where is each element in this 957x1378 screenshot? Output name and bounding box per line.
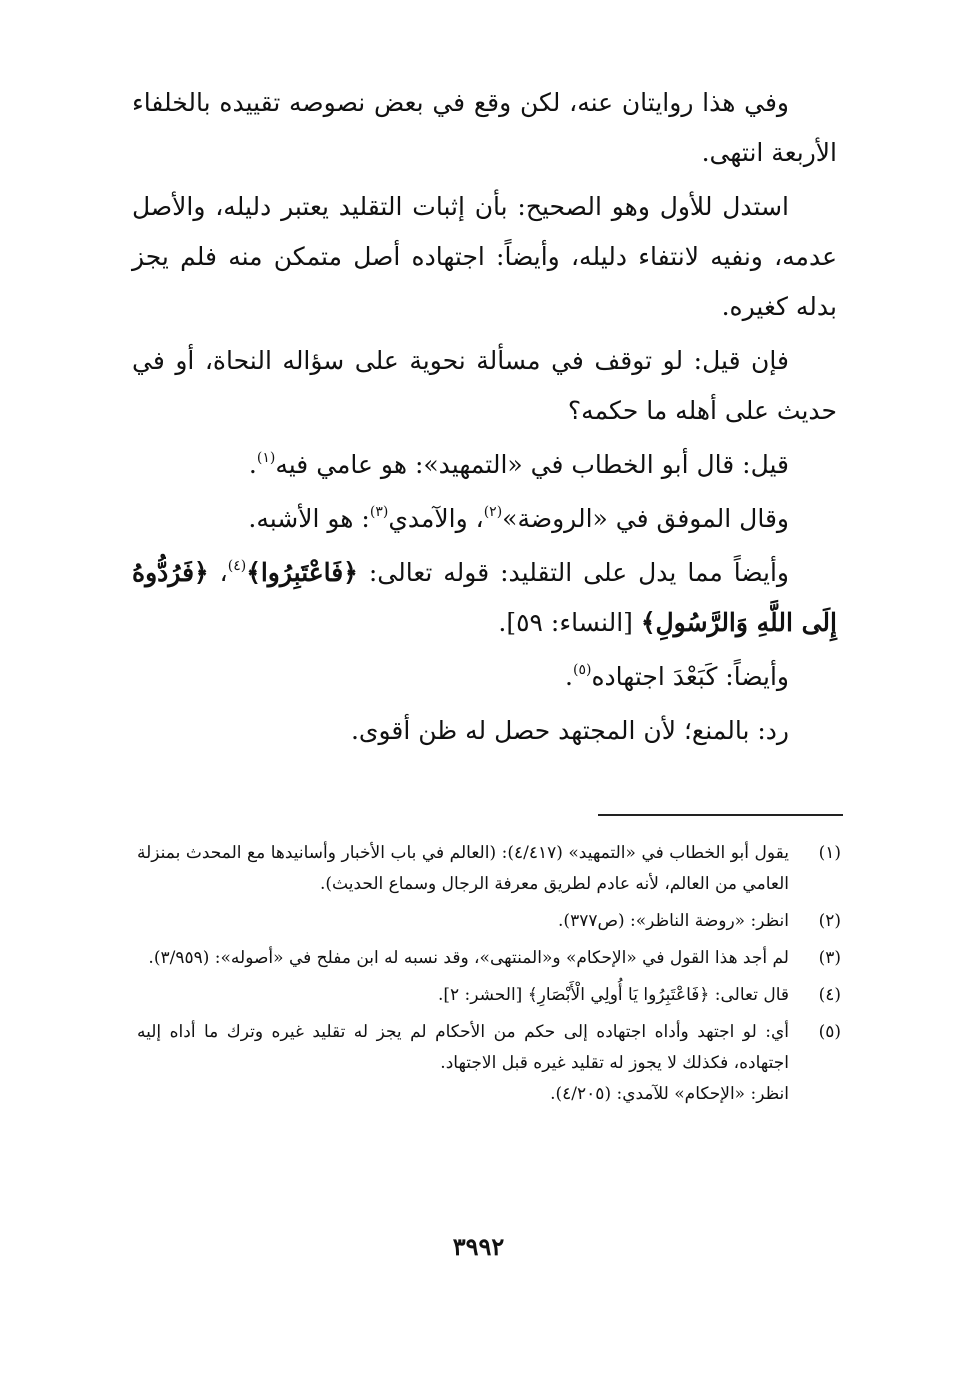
footnote-line: قال تعالى: ﴿فَاعْتَبِرُوا يَا أُولِي الْأَبْصَارِ﴾ [الحشر: ٢]. xyxy=(437,985,789,1005)
footnote-line: لم أجد هذا القول في «الإحكام» و«المنتهى»، وقد نسبه له ابن مفلح في «أصوله»: (٣/٩٥٩). xyxy=(148,948,789,968)
footnote-ref-2[interactable]: (٢) xyxy=(483,503,503,520)
footnote-number: (٥) xyxy=(818,1022,841,1042)
paragraph-2: استدل للأول وهو الصحيح: بأن إثبات التقليد يعتبر دليله، والأصل عدمه، ونفيه لانتفاء دليله، وأيضاً: اجتهاده أصل متمكن منه فلم يجز بدله كغيره. xyxy=(132,192,837,321)
paragraph-7-text: وأيضاً: كَبَعْدَ اجتهاده xyxy=(591,662,789,691)
footnote-text xyxy=(137,1017,789,1110)
paragraph-8: رد: بالمنع؛ لأن المجتهد حصل له ظن أقوى. xyxy=(350,716,789,745)
footnote-line: يقول أبو الخطاب في «التمهيد» (٤/٤١٧): (العالم في باب الأخبار وأسانيدها مع المحدث بمنزلة العامي من العالم، لأنه عادم لطريق معرفة الرجال وسماع الحديث). xyxy=(137,843,789,894)
paragraph-4 xyxy=(132,440,837,490)
footnote-ref-3[interactable]: (٣) xyxy=(369,503,389,520)
footnote-ref-4[interactable]: (٤) xyxy=(227,557,247,574)
paragraph-5-text-a: وقال الموفق في «الروضة» xyxy=(502,504,789,533)
footnote-line: انظر: «روضة الناظر»: (ص٣٧٧). xyxy=(558,911,789,931)
footnote-2 xyxy=(137,906,841,937)
paragraph-4-end: . xyxy=(248,450,257,479)
footnote-number: (١) xyxy=(818,843,841,863)
paragraph-5 xyxy=(132,494,837,544)
paragraph-6 xyxy=(132,548,837,648)
footnote-3 xyxy=(137,943,841,974)
footnote-1 xyxy=(137,838,841,900)
paragraph-6-text-c: [النساء: ٥٩]. xyxy=(498,608,641,637)
quran-verse-2: ﴿فَرُدُّوهُ إِلَى اللَّهِ وَالرَّسُولِ﴾ xyxy=(132,558,837,637)
footnote-5 xyxy=(137,1017,841,1110)
footnote-ref-1[interactable]: (١) xyxy=(256,449,276,466)
footnotes xyxy=(137,838,841,1116)
footnote-text xyxy=(137,980,789,1011)
footnote-line: أي: لو اجتهد وأداه اجتهاده إلى حكم من الأحكام لم يجز له تقليد غيره وترك ما أداه إليه اجتهاده، فكذلك لا يجوز له تقليد غيره قبل الاجتهاد. xyxy=(137,1022,789,1073)
footnote-text xyxy=(137,906,789,937)
footnote-ref-5[interactable]: (٥) xyxy=(572,661,592,678)
paragraph-5-text-c: : هو الأشبه. xyxy=(248,504,370,533)
quran-verse-1: ﴿فَاعْتَبِرُوا﴾ xyxy=(246,558,358,587)
main-text xyxy=(132,78,837,760)
paragraph-6-text-a: وأيضاً مما يدل على التقليد: قوله تعالى: xyxy=(357,558,790,587)
footnote-text xyxy=(137,838,789,900)
paragraph-3: فإن قيل: لو توقف في مسألة نحوية على سؤاله النحاة، أو في حديث على أهله ما حكمه؟ xyxy=(132,346,837,425)
footnote-number: (٢) xyxy=(818,911,841,931)
footnote-4 xyxy=(137,980,841,1011)
footnote-number: (٣) xyxy=(818,948,841,968)
page-number: ٣٩٩٢ xyxy=(452,1232,505,1261)
footnote-text xyxy=(137,943,789,974)
paragraph-7-end: . xyxy=(565,662,573,691)
paragraph-4-text: قيل: قال أبو الخطاب في «التمهيد»: هو عامي فيه xyxy=(275,450,789,479)
footnote-number: (٤) xyxy=(818,985,841,1005)
footnote-separator xyxy=(598,814,843,816)
paragraph-6-text-b: ، xyxy=(208,558,228,587)
paragraph-1: وفي هذا روايتان عنه، لكن وقع في بعض نصوصه تقييده بالخلفاء الأربعة انتهى. xyxy=(132,88,837,167)
paragraph-7 xyxy=(132,652,837,702)
footnote-line: انظر: «الإحكام» للآمدي: (٤/٢٠٥). xyxy=(550,1084,789,1104)
paragraph-5-text-b: ، والآمدي xyxy=(388,504,484,533)
